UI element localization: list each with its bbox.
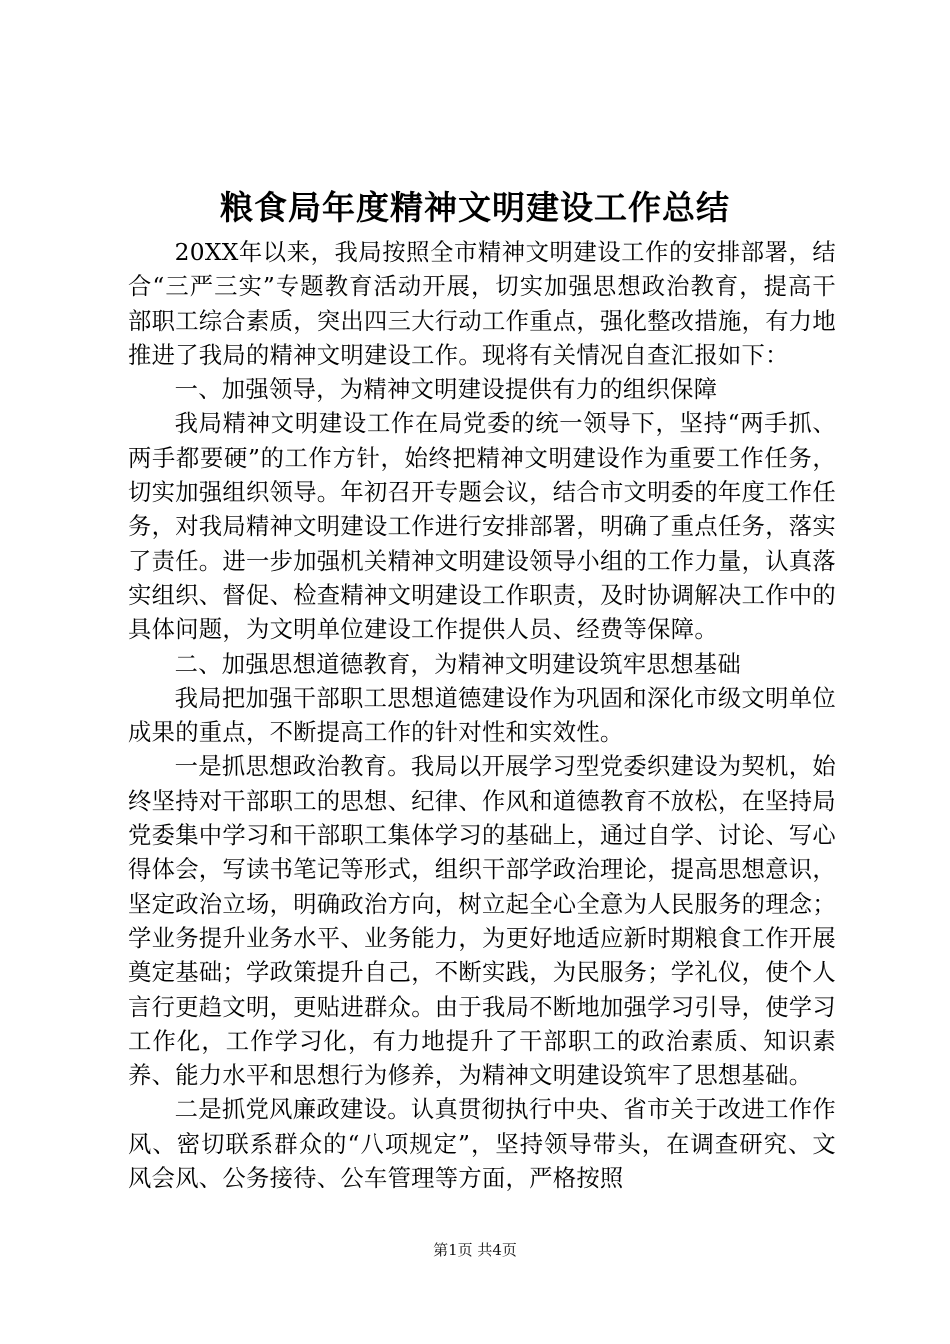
section-heading-2: 二、加强思想道德教育，为精神文明建设筑牢思想基础 — [174, 650, 741, 678]
paragraph-section-1: 我局精神文明建设工作在局党委的统一领导下，坚持“两手抓、两手都要硬”的工作方针，始终把精神文明建设作为重要工作任务，切实加强组织领导。年初召开专题会议，结合市文明委的年度工作任务，对我局精神文明建设工作进行安排部署，明确了重点任务，落实了责任。进一步加强机关精神文明建设领导小组的工作力量，认真落实组织、督促、检查精神文明建设工作职责，及时协调解决工作中的具体问题，为文明单位建设工作提供人员、经费等保障。 — [128, 410, 836, 644]
document-title: 粮食局年度精神文明建设工作总结 — [220, 188, 730, 227]
page-footer: 第1页 共4页 — [433, 1241, 517, 1259]
paragraph-item-1: 一是抓思想政治教育。我局以开展学习型党委织建设为契机，始终坚持对干部职工的思想、纪律、作风和道德教育不放松，在坚持局党委集中学习和干部职工集体学习的基础上，通过自学、讨论、写心得体会，写读书笔记等形式，组织干部学政治理论，提高思想意识，坚定政治立场，明确政治方向，树立起全心全意为人民服务的理念；学业务提升业务水平、业务能力，为更好地适应新时期粮食工作开展奠定基础；学政策提升自己，不断实践，为民服务；学礼仪，使个人言行更趋文明，更贴进群众。由于我局不断地加强学习引导，使学习工作化，工作学习化，有力地提升了干部职工的政治素质、知识素养、能力水平和思想行为修养，为精神文明建设筑牢了思想基础。 — [128, 753, 836, 1090]
paragraph-intro: 20XX年以来，我局按照全市精神文明建设工作的安排部署，结合“三严三实”专题教育活动开展，切实加强思想政治教育，提高干部职工综合素质，突出四三大行动工作重点，强化整改措施，有力地推进了我局的精神文明建设工作。现将有关情况自查汇报如下： — [128, 239, 836, 369]
paragraph-item-2: 二是抓党风廉政建设。认真贯彻执行中央、省市关于改进工作作风、密切联系群众的“八项规定”，坚持领导带头，在调查研究、文风会风、公务接待、公车管理等方面，严格按照 — [128, 1096, 836, 1193]
paragraph-section-2-intro: 我局把加强干部职工思想道德建设作为巩固和深化市级文明单位成果的重点，不断提高工作的针对性和实效性。 — [128, 684, 836, 747]
section-heading-1: 一、加强领导，为精神文明建设提供有力的组织保障 — [174, 376, 718, 404]
document-body — [128, 236, 836, 1196]
